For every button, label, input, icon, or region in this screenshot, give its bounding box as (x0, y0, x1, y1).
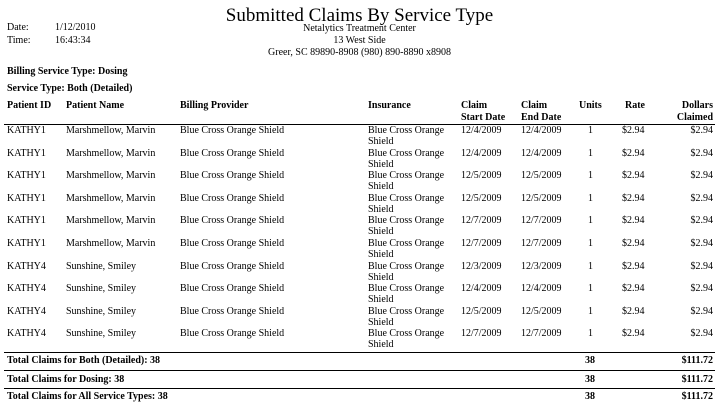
cell-rate: $2.94 (622, 125, 645, 136)
org-city-phone: Greer, SC 89890-8908 (980) 890-8890 x8908 (268, 47, 451, 58)
cell-insurance (368, 328, 444, 350)
cell-billing-provider: Blue Cross Orange Shield (180, 328, 285, 340)
cell-dollars-claimed: $2.94 (690, 170, 713, 182)
cell-insurance-line1: Blue Cross Orange (368, 215, 445, 227)
cell-billing-provider: Blue Cross Orange Shield (180, 283, 285, 295)
cell-dollars-claimed: $2.94 (690, 215, 713, 227)
col-claim-end (521, 100, 561, 124)
cell-billing-provider: Blue Cross Orange Shield (180, 238, 285, 249)
cell-patient-id: KATHY1 (7, 238, 46, 249)
cell-insurance-line1: Blue Cross Orange (368, 260, 445, 272)
org-name: Netalytics Treatment Center (303, 23, 416, 34)
col-claim-start (461, 100, 505, 124)
cell-units: 1 (588, 305, 593, 317)
cell-insurance-line1: Blue Cross Orange (368, 147, 445, 159)
total-units-dosing: 38 (585, 374, 595, 385)
cell-rate: $2.94 (622, 170, 645, 182)
cell-claim-start: 12/7/2009 (461, 238, 502, 249)
cell-claim-start: 12/4/2009 (461, 147, 502, 159)
cell-insurance-line2: Shield (368, 339, 394, 351)
cell-billing-provider: Blue Cross Orange Shield (180, 260, 285, 272)
cell-patient-name: Sunshine, Smiley (66, 328, 137, 340)
cell-patient-name: Marshmellow, Marvin (66, 215, 156, 227)
cell-billing-provider: Blue Cross Orange Shield (180, 170, 285, 182)
cell-insurance-line2: Shield (368, 271, 394, 283)
cell-insurance (368, 306, 444, 328)
col-claim-start-line2: Start Date (461, 112, 506, 123)
total-label-all: Total Claims for All Service Types: 38 (7, 391, 168, 402)
time-value: 16:43:34 (55, 35, 91, 46)
cell-units: 1 (588, 215, 593, 227)
cell-billing-provider: Blue Cross Orange Shield (180, 305, 285, 317)
cell-insurance (368, 238, 444, 260)
cell-claim-end: 12/4/2009 (521, 147, 562, 159)
cell-insurance (368, 170, 444, 192)
cell-claim-end: 12/3/2009 (521, 260, 562, 272)
cell-insurance (368, 148, 444, 170)
table-row (0, 215, 719, 238)
cell-claim-end: 12/7/2009 (521, 238, 562, 249)
cell-units: 1 (588, 170, 593, 182)
cell-rate: $2.94 (622, 238, 645, 249)
cell-claim-end: 12/4/2009 (521, 125, 562, 136)
cell-insurance-line2: Shield (368, 136, 394, 147)
cell-units: 1 (588, 125, 593, 136)
cell-patient-name: Marshmellow, Marvin (66, 170, 156, 182)
cell-patient-id: KATHY4 (7, 328, 46, 340)
cell-patient-name: Marshmellow, Marvin (66, 238, 156, 249)
total-units-both: 38 (585, 355, 595, 366)
cell-units: 1 (588, 192, 593, 204)
service-type: Service Type: Both (Detailed) (7, 83, 133, 94)
cell-patient-id: KATHY1 (7, 147, 46, 159)
cell-billing-provider: Blue Cross Orange Shield (180, 147, 285, 159)
cell-claim-end: 12/4/2009 (521, 283, 562, 295)
cell-units: 1 (588, 328, 593, 340)
col-claim-start-line1: Claim (461, 100, 488, 111)
cell-patient-id: KATHY1 (7, 170, 46, 182)
cell-insurance-line1: Blue Cross Orange (368, 125, 445, 136)
cell-rate: $2.94 (622, 192, 645, 204)
cell-claim-start: 12/4/2009 (461, 283, 502, 295)
cell-billing-provider: Blue Cross Orange Shield (180, 215, 285, 227)
col-units: Units (579, 100, 602, 111)
cell-dollars-claimed: $2.94 (690, 147, 713, 159)
cell-insurance-line2: Shield (368, 203, 394, 215)
cell-insurance-line1: Blue Cross Orange (368, 170, 445, 182)
cell-insurance-line1: Blue Cross Orange (368, 238, 445, 249)
col-insurance: Insurance (368, 100, 411, 111)
col-patient-id: Patient ID (7, 100, 52, 111)
time-label: Time: (7, 35, 31, 46)
cell-insurance-line2: Shield (368, 316, 394, 328)
cell-rate: $2.94 (622, 328, 645, 340)
cell-patient-id: KATHY1 (7, 125, 46, 136)
table-row (0, 328, 719, 351)
cell-patient-name: Marshmellow, Marvin (66, 147, 156, 159)
billing-service-type: Billing Service Type: Dosing (7, 66, 128, 77)
total-label-dosing: Total Claims for Dosing: 38 (7, 374, 125, 385)
cell-units: 1 (588, 238, 593, 249)
cell-patient-name: Sunshine, Smiley (66, 260, 137, 272)
table-row (0, 148, 719, 171)
col-patient-name: Patient Name (66, 100, 125, 111)
cell-units: 1 (588, 283, 593, 295)
cell-patient-id: KATHY4 (7, 260, 46, 272)
col-claim-end-line1: Claim (521, 100, 548, 111)
col-billing-provider: Billing Provider (180, 100, 249, 111)
totals-rule-3 (4, 388, 715, 389)
cell-dollars-claimed: $2.94 (690, 305, 713, 317)
total-label-both: Total Claims for Both (Detailed): 38 (7, 355, 161, 366)
date-value: 1/12/2010 (55, 22, 96, 33)
cell-units: 1 (588, 260, 593, 272)
cell-insurance-line1: Blue Cross Orange (368, 283, 445, 295)
cell-patient-name: Marshmellow, Marvin (66, 125, 156, 136)
table-row (0, 125, 719, 148)
totals-rule-1 (4, 352, 715, 353)
cell-claim-start: 12/5/2009 (461, 192, 502, 204)
cell-claim-start: 12/3/2009 (461, 260, 502, 272)
cell-dollars-claimed: $2.94 (690, 192, 713, 204)
cell-insurance-line1: Blue Cross Orange (368, 305, 445, 317)
cell-claim-start: 12/4/2009 (461, 125, 502, 136)
cell-dollars-claimed: $2.94 (690, 283, 713, 295)
cell-claim-start: 12/5/2009 (461, 170, 502, 182)
cell-claim-end: 12/5/2009 (521, 192, 562, 204)
cell-insurance-line1: Blue Cross Orange (368, 328, 445, 340)
report-title: Submitted Claims By Service Type (225, 5, 494, 26)
cell-patient-id: KATHY1 (7, 192, 46, 204)
cell-insurance (368, 261, 444, 283)
cell-insurance (368, 125, 444, 147)
totals-rule-2 (4, 370, 715, 371)
table-row (0, 193, 719, 216)
cell-patient-id: KATHY1 (7, 215, 46, 227)
cell-rate: $2.94 (622, 283, 645, 295)
table-row (0, 283, 719, 306)
cell-claim-end: 12/5/2009 (521, 305, 562, 317)
cell-insurance (368, 283, 444, 305)
cell-patient-name: Sunshine, Smiley (66, 283, 137, 295)
cell-rate: $2.94 (622, 147, 645, 159)
cell-billing-provider: Blue Cross Orange Shield (180, 192, 285, 204)
cell-claim-end: 12/7/2009 (521, 328, 562, 340)
col-dollars-claimed (640, 100, 713, 124)
col-rate: Rate (625, 100, 645, 111)
cell-insurance-line2: Shield (368, 181, 394, 193)
cell-insurance (368, 215, 444, 237)
cell-claim-start: 12/7/2009 (461, 215, 502, 227)
cell-insurance-line2: Shield (368, 249, 394, 260)
cell-claim-end: 12/7/2009 (521, 215, 562, 227)
col-dollars-line2: Claimed (676, 112, 713, 123)
date-label: Date: (7, 22, 29, 33)
cell-dollars-claimed: $2.94 (690, 238, 713, 249)
org-address: 13 West Side (333, 35, 386, 46)
cell-patient-id: KATHY4 (7, 283, 46, 295)
cell-claim-start: 12/5/2009 (461, 305, 502, 317)
cell-dollars-claimed: $2.94 (690, 328, 713, 340)
cell-insurance-line1: Blue Cross Orange (368, 192, 445, 204)
table-row (0, 170, 719, 193)
table-row (0, 261, 719, 284)
cell-claim-start: 12/7/2009 (461, 328, 502, 340)
table-row (0, 238, 719, 261)
cell-billing-provider: Blue Cross Orange Shield (180, 125, 285, 136)
cell-patient-id: KATHY4 (7, 305, 46, 317)
total-claimed-all: $111.72 (681, 391, 713, 402)
col-dollars-line1: Dollars (681, 100, 713, 111)
cell-claim-end: 12/5/2009 (521, 170, 562, 182)
table-row (0, 306, 719, 329)
cell-dollars-claimed: $2.94 (690, 260, 713, 272)
total-units-all: 38 (585, 391, 595, 402)
cell-patient-name: Marshmellow, Marvin (66, 192, 156, 204)
cell-dollars-claimed: $2.94 (690, 125, 713, 136)
cell-insurance (368, 193, 444, 215)
col-claim-end-line2: End Date (521, 112, 562, 123)
cell-rate: $2.94 (622, 260, 645, 272)
total-claimed-dosing: $111.72 (681, 374, 713, 385)
total-claimed-both: $111.72 (681, 355, 713, 366)
cell-insurance-line2: Shield (368, 226, 394, 238)
cell-rate: $2.94 (622, 305, 645, 317)
cell-rate: $2.94 (622, 215, 645, 227)
cell-patient-name: Sunshine, Smiley (66, 305, 137, 317)
cell-insurance-line2: Shield (368, 294, 394, 306)
cell-insurance-line2: Shield (368, 158, 394, 170)
cell-units: 1 (588, 147, 593, 159)
